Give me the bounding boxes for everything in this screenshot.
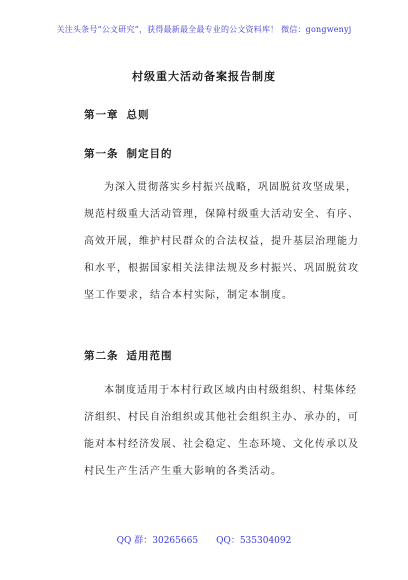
footer-contact [0,533,408,546]
article-2-number: 第二条 [84,350,119,362]
article-1-number: 第一条 [84,148,119,160]
footer-qq-group: QQ 群：30265665 [116,536,199,546]
paragraph-line: 能对本村经济发展、社会稳定、生态环境、文化传承以及 [84,439,359,450]
paragraph-line: 本制度适用于本村行政区域内由村级组织、村集体经 [104,385,357,396]
footer-qq: QQ：535304092 [216,536,292,546]
paragraph-line: 村民生产生活产生重大影响的各类活动。 [84,466,282,477]
paragraph-line: 规范村级重大活动管理，保障村级重大活动安全、有序、 [84,209,359,220]
article-2-heading [84,348,173,363]
paragraph-line: 高效开展，维护村民群众的合法权益，提升基层治理能力 [84,236,359,247]
paragraph-line: 和水平，根据国家相关法律法规及乡村振兴、巩固脱贫攻 [84,263,359,274]
header-promo-note: 关注头条号“公文研究”，获得最新最全最专业的公文资料库！ 微信：gongwenyj [56,25,352,34]
article-1-heading [84,146,173,161]
chapter-name: 总则 [126,109,150,121]
paragraph-line: 为深入贯彻落实乡村振兴战略，巩固脱贫攻坚成果， [104,182,357,193]
chapter-heading [84,107,150,122]
article-1-name: 制定目的 [126,148,173,160]
document-title: 村级重大活动备案报告制度 [132,70,276,83]
chapter-number: 第一章 [84,109,119,121]
article-2-name: 适用范围 [126,350,173,362]
paragraph-line: 坚工作要求，结合本村实际，制定本制度。 [84,290,293,301]
article-1-paragraph [84,174,359,309]
article-2-paragraph [84,377,359,485]
paragraph-line: 济组织、村民自治组织或其他社会组织主办、承办的，可 [84,412,359,423]
